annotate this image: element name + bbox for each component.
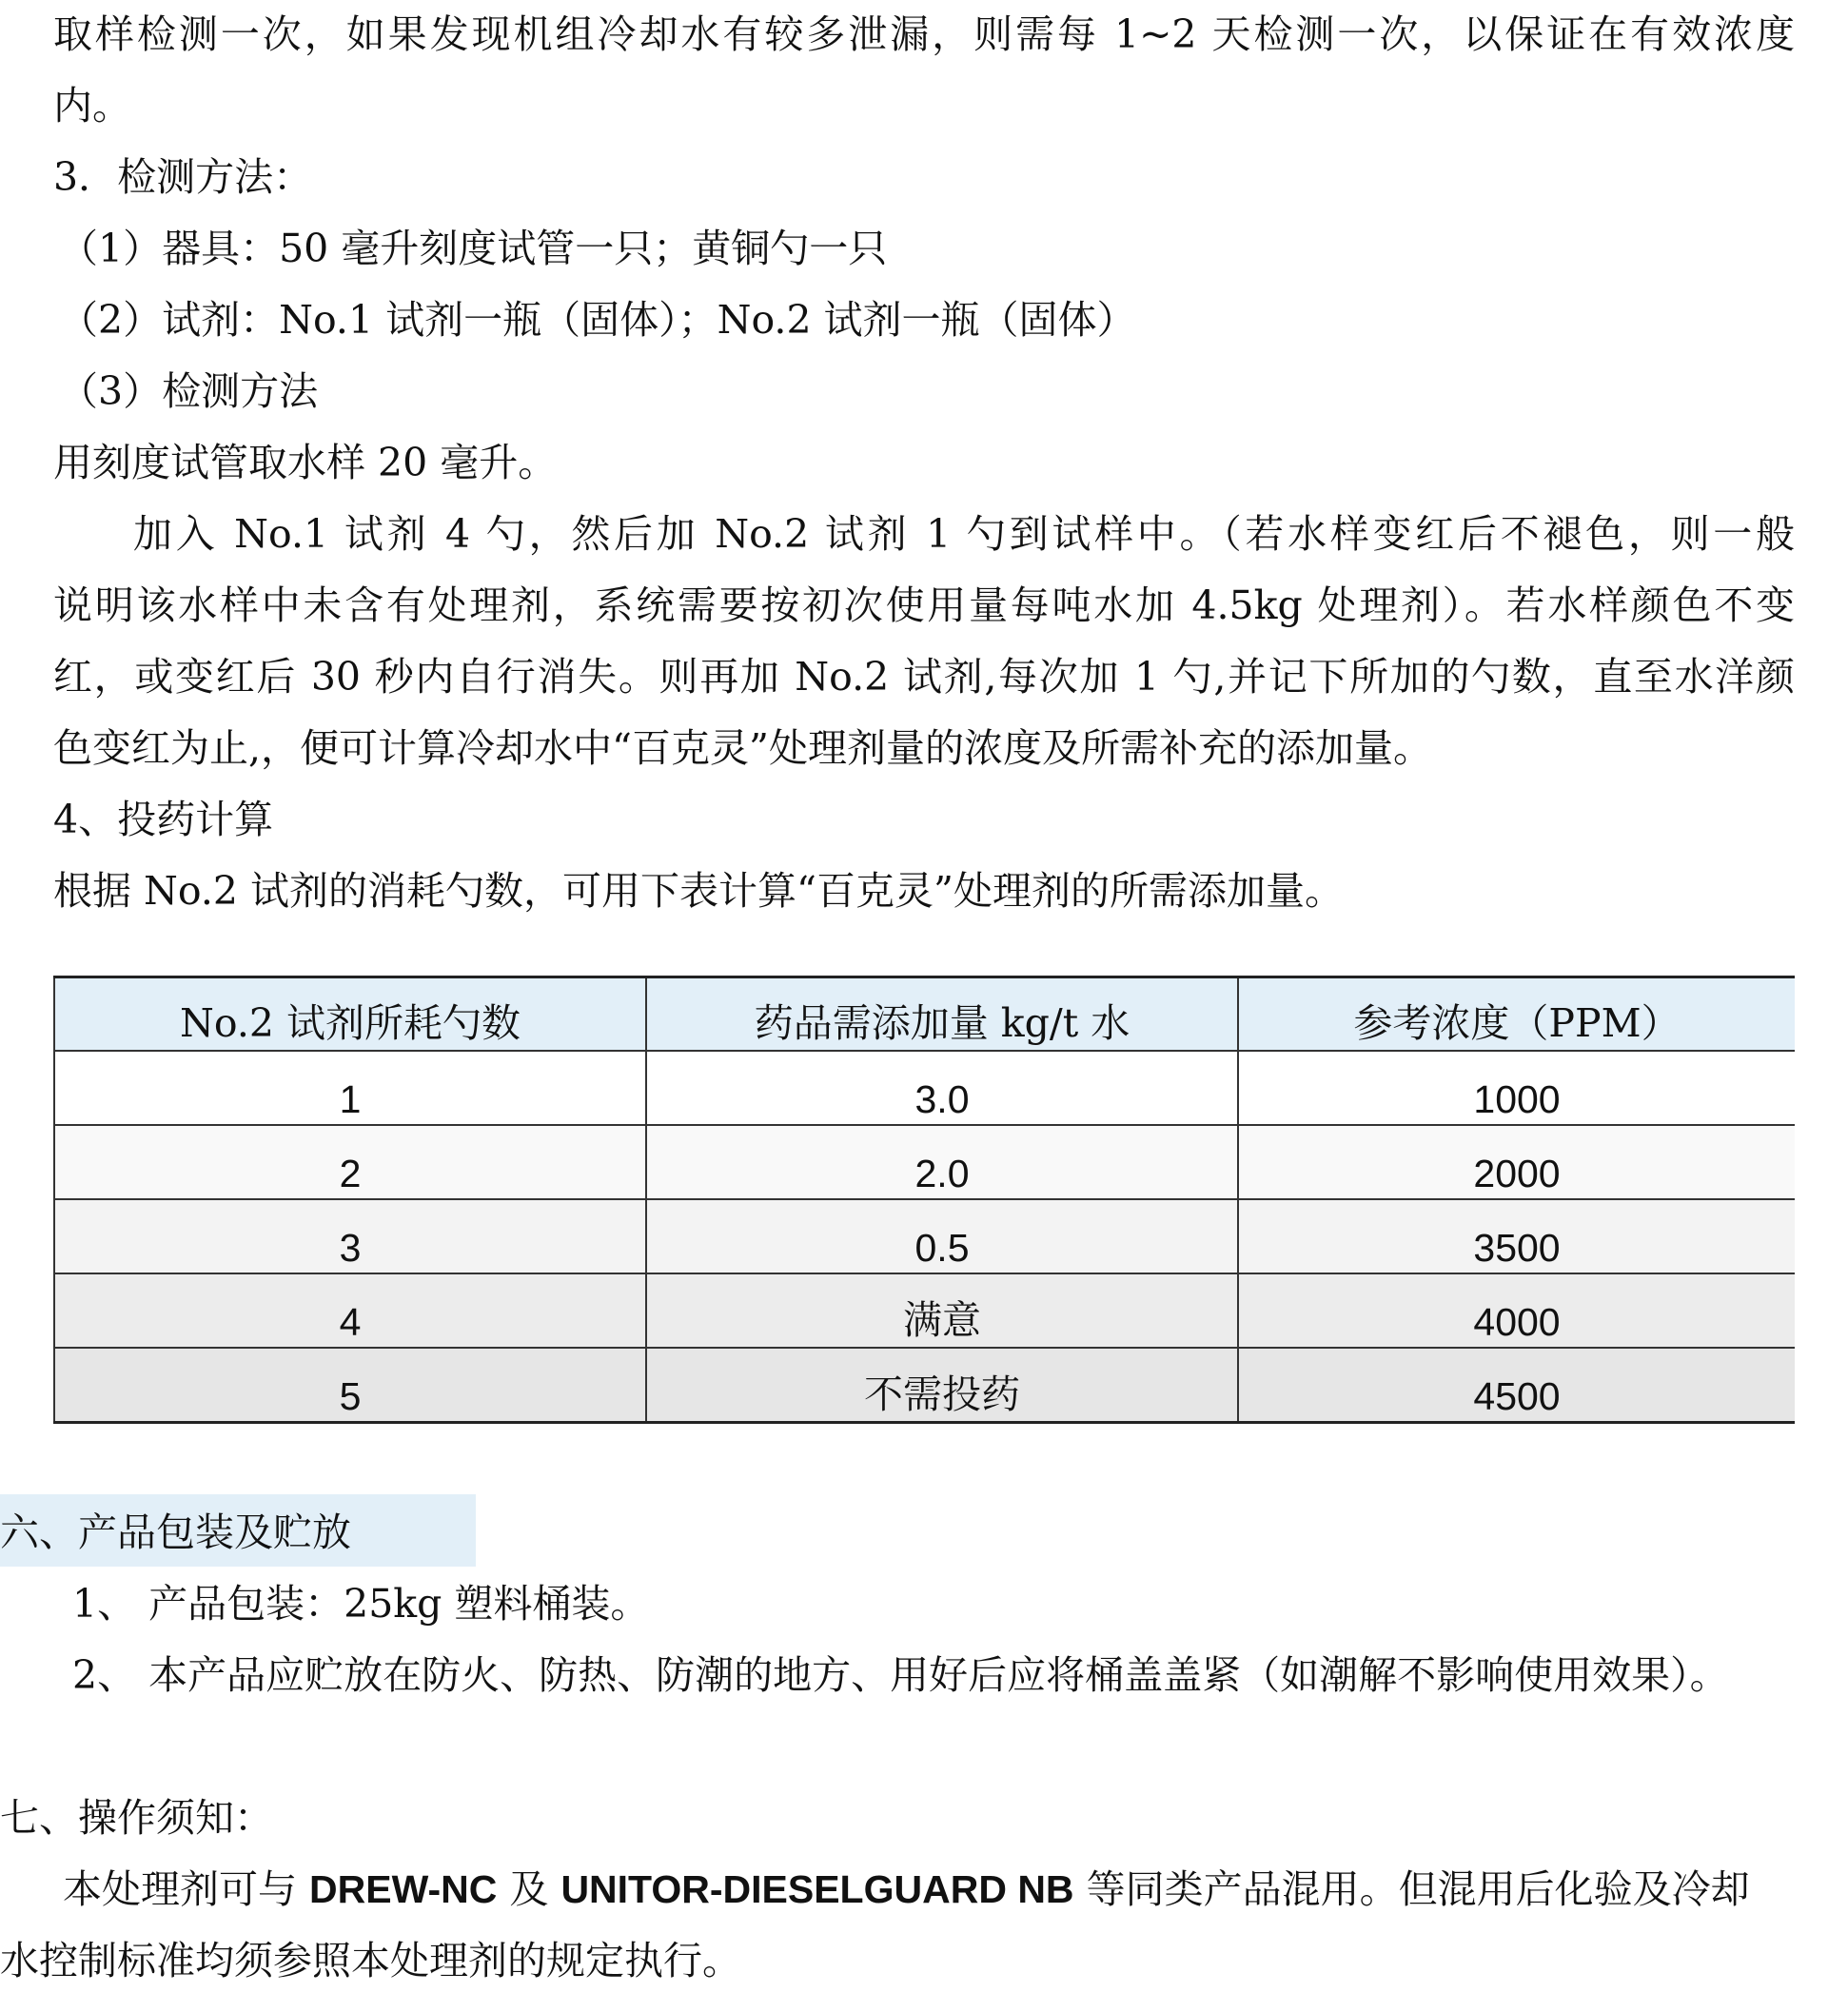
table-row	[54, 1125, 1795, 1199]
method-subheading: （3）检测方法	[59, 368, 319, 414]
operation-note	[63, 1865, 1750, 1914]
table-cell: 5	[54, 1348, 646, 1423]
text-line: 内。	[53, 83, 131, 128]
heading-dose-calc: 4、投药计算	[53, 797, 274, 842]
table-row	[54, 1051, 1795, 1125]
table-cell: 1000	[1238, 1051, 1795, 1125]
table-row	[54, 1273, 1795, 1348]
procedure-line: 说明该水样中未含有处理剂，系统需要按初次使用量每吨水加 4.5kg 处理剂）。若水样颜色不变	[53, 582, 1795, 628]
procedure-line: 加入 No.1 试剂 4 勺，然后加 No.2 试剂 1 勺到试样中。（若水样变红后不褪色，则一般	[133, 511, 1795, 557]
column-header: No.2 试剂所耗勺数	[54, 977, 646, 1052]
table-row	[54, 1348, 1795, 1423]
storage-item: 2、 本产品应贮放在防火、防热、防潮的地方、用好后应将桶盖盖紧（如潮解不影响使用效果）。	[72, 1652, 1729, 1698]
dose-intro: 根据 No.2 试剂的消耗勺数，可用下表计算“百克灵”处理剂的所需添加量。	[53, 868, 1344, 914]
table-header-row	[54, 977, 1795, 1052]
dose-table	[53, 976, 1795, 1424]
table-cell: 不需投药	[646, 1348, 1238, 1423]
sample-line: 用刻度试管取水样 20 毫升。	[53, 440, 558, 485]
table-cell: 3.0	[646, 1051, 1238, 1125]
table-cell: 4	[54, 1273, 646, 1348]
table-cell: 4000	[1238, 1273, 1795, 1348]
procedure-line: 红，或变红后 30 秒内自行消失。则再加 No.2 试剂,每次加 1 勺,并记下所加的勺数，直至水洋颜	[53, 654, 1795, 700]
heading-detection-method: 3．检测方法：	[53, 154, 313, 200]
text-line: 取样检测一次，如果发现机组冷却水有较多泄漏，则需每 1~2 天检测一次，以保证在有效浓度	[53, 11, 1795, 57]
product-name: UNITOR-DIESELGUARD NB	[560, 1867, 1074, 1911]
column-header: 药品需添加量 kg/t 水	[646, 977, 1238, 1052]
operation-note: 水控制标准均须参照本处理剂的规定执行。	[0, 1938, 741, 1983]
section7-title: 七、操作须知：	[0, 1795, 273, 1841]
product-name: DREW-NC	[309, 1867, 498, 1911]
note-text: 及	[509, 1866, 549, 1912]
section6-title: 六、产品包装及贮放	[0, 1510, 351, 1555]
table-cell: 3500	[1238, 1199, 1795, 1273]
table-row	[54, 1199, 1795, 1273]
table-cell: 2000	[1238, 1125, 1795, 1199]
reagents-line: （2）试剂：No.1 试剂一瓶（固体）；No.2 试剂一瓶（固体）	[59, 297, 1136, 343]
procedure-line: 色变红为止,，便可计算冷却水中“百克灵”处理剂量的浓度及所需补充的添加量。	[53, 725, 1432, 771]
package-item: 1、 产品包装：25kg 塑料桶装。	[72, 1581, 650, 1627]
table-cell: 0.5	[646, 1199, 1238, 1273]
tools-line: （1）器具：50 毫升刻度试管一只；黄铜勺一只	[59, 226, 888, 271]
note-text: 本处理剂可与	[63, 1866, 297, 1912]
table-cell: 2	[54, 1125, 646, 1199]
column-header: 参考浓度（PPM）	[1238, 977, 1795, 1052]
table-cell: 满意	[646, 1273, 1238, 1348]
table-cell: 1	[54, 1051, 646, 1125]
table-cell: 2.0	[646, 1125, 1238, 1199]
note-text: 等同类产品混用。但混用后化验及冷却	[1086, 1866, 1750, 1912]
table-cell: 4500	[1238, 1348, 1795, 1423]
table-cell: 3	[54, 1199, 646, 1273]
